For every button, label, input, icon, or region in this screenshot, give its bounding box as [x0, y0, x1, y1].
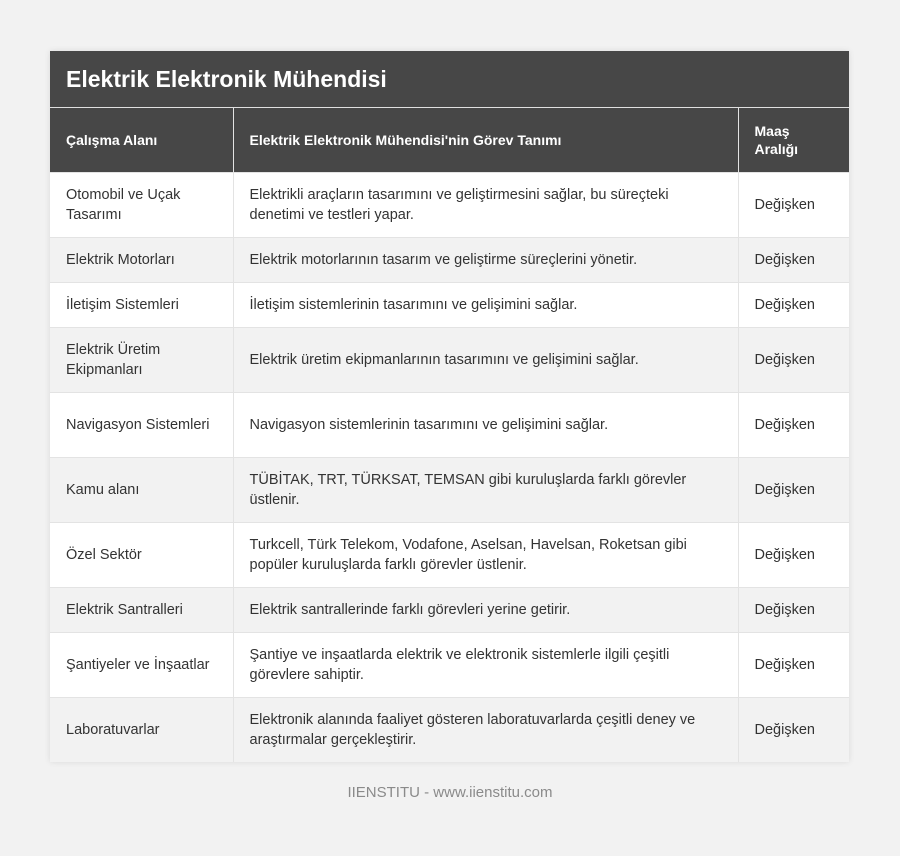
cell-job-description: Elektrik üretim ekipmanlarının tasarımını ve gelişimini sağlar. [233, 327, 738, 392]
cell-work-area: Elektrik Motorları [50, 237, 233, 282]
cell-salary-range: Değişken [738, 632, 849, 697]
footer-credit: IIENSTITU - www.iienstitu.com [347, 784, 553, 801]
job-table-card [50, 51, 849, 762]
cell-job-description: Navigasyon sistemlerinin tasarımını ve gelişimini sağlar. [233, 392, 738, 457]
cell-job-description: Şantiye ve inşaatlarda elektrik ve elektronik sistemlerle ilgili çeşitli görevlere sahiptir. [233, 632, 738, 697]
cell-salary-range: Değişken [738, 697, 849, 762]
table-row [50, 282, 849, 327]
cell-salary-range: Değişken [738, 172, 849, 237]
cell-salary-range: Değişken [738, 587, 849, 632]
table-row [50, 237, 849, 282]
table-row [50, 327, 849, 392]
table-row [50, 587, 849, 632]
cell-salary-range: Değişken [738, 522, 849, 587]
table-row [50, 172, 849, 237]
cell-work-area: Elektrik Santralleri [50, 587, 233, 632]
cell-job-description: Elektronik alanında faaliyet gösteren laboratuvarlarda çeşitli deney ve araştırmalar gerçekleştirir. [233, 697, 738, 762]
cell-salary-range: Değişken [738, 457, 849, 522]
table-header-row [50, 108, 849, 172]
cell-work-area: Özel Sektör [50, 522, 233, 587]
table-row [50, 632, 849, 697]
cell-job-description: İletişim sistemlerinin tasarımını ve gelişimini sağlar. [233, 282, 738, 327]
table-title: Elektrik Elektronik Mühendisi [50, 51, 849, 108]
cell-work-area: Otomobil ve Uçak Tasarımı [50, 172, 233, 237]
table-row [50, 522, 849, 587]
cell-work-area: Şantiyeler ve İnşaatlar [50, 632, 233, 697]
header-job-description: Elektrik Elektronik Mühendisi'nin Görev Tanımı [233, 108, 738, 172]
cell-work-area: İletişim Sistemleri [50, 282, 233, 327]
cell-work-area: Kamu alanı [50, 457, 233, 522]
cell-job-description: Turkcell, Türk Telekom, Vodafone, Aselsan, Havelsan, Roketsan gibi popüler kuruluşlarda farklı görevler üstlenir. [233, 522, 738, 587]
header-salary-range: Maaş Aralığı [738, 108, 849, 172]
header-work-area: Çalışma Alanı [50, 108, 233, 172]
cell-job-description: Elektrikli araçların tasarımını ve geliştirmesini sağlar, bu süreçteki denetimi ve testleri yapar. [233, 172, 738, 237]
cell-job-description: Elektrik santrallerinde farklı görevleri yerine getirir. [233, 587, 738, 632]
job-table [50, 108, 849, 762]
cell-work-area: Laboratuvarlar [50, 697, 233, 762]
cell-salary-range: Değişken [738, 282, 849, 327]
table-row [50, 457, 849, 522]
cell-work-area: Navigasyon Sistemleri [50, 392, 233, 457]
cell-job-description: Elektrik motorlarının tasarım ve geliştirme süreçlerini yönetir. [233, 237, 738, 282]
cell-job-description: TÜBİTAK, TRT, TÜRKSAT, TEMSAN gibi kuruluşlarda farklı görevler üstlenir. [233, 457, 738, 522]
cell-salary-range: Değişken [738, 327, 849, 392]
table-row [50, 697, 849, 762]
cell-salary-range: Değişken [738, 392, 849, 457]
table-row [50, 392, 849, 457]
cell-work-area: Elektrik Üretim Ekipmanları [50, 327, 233, 392]
cell-salary-range: Değişken [738, 237, 849, 282]
